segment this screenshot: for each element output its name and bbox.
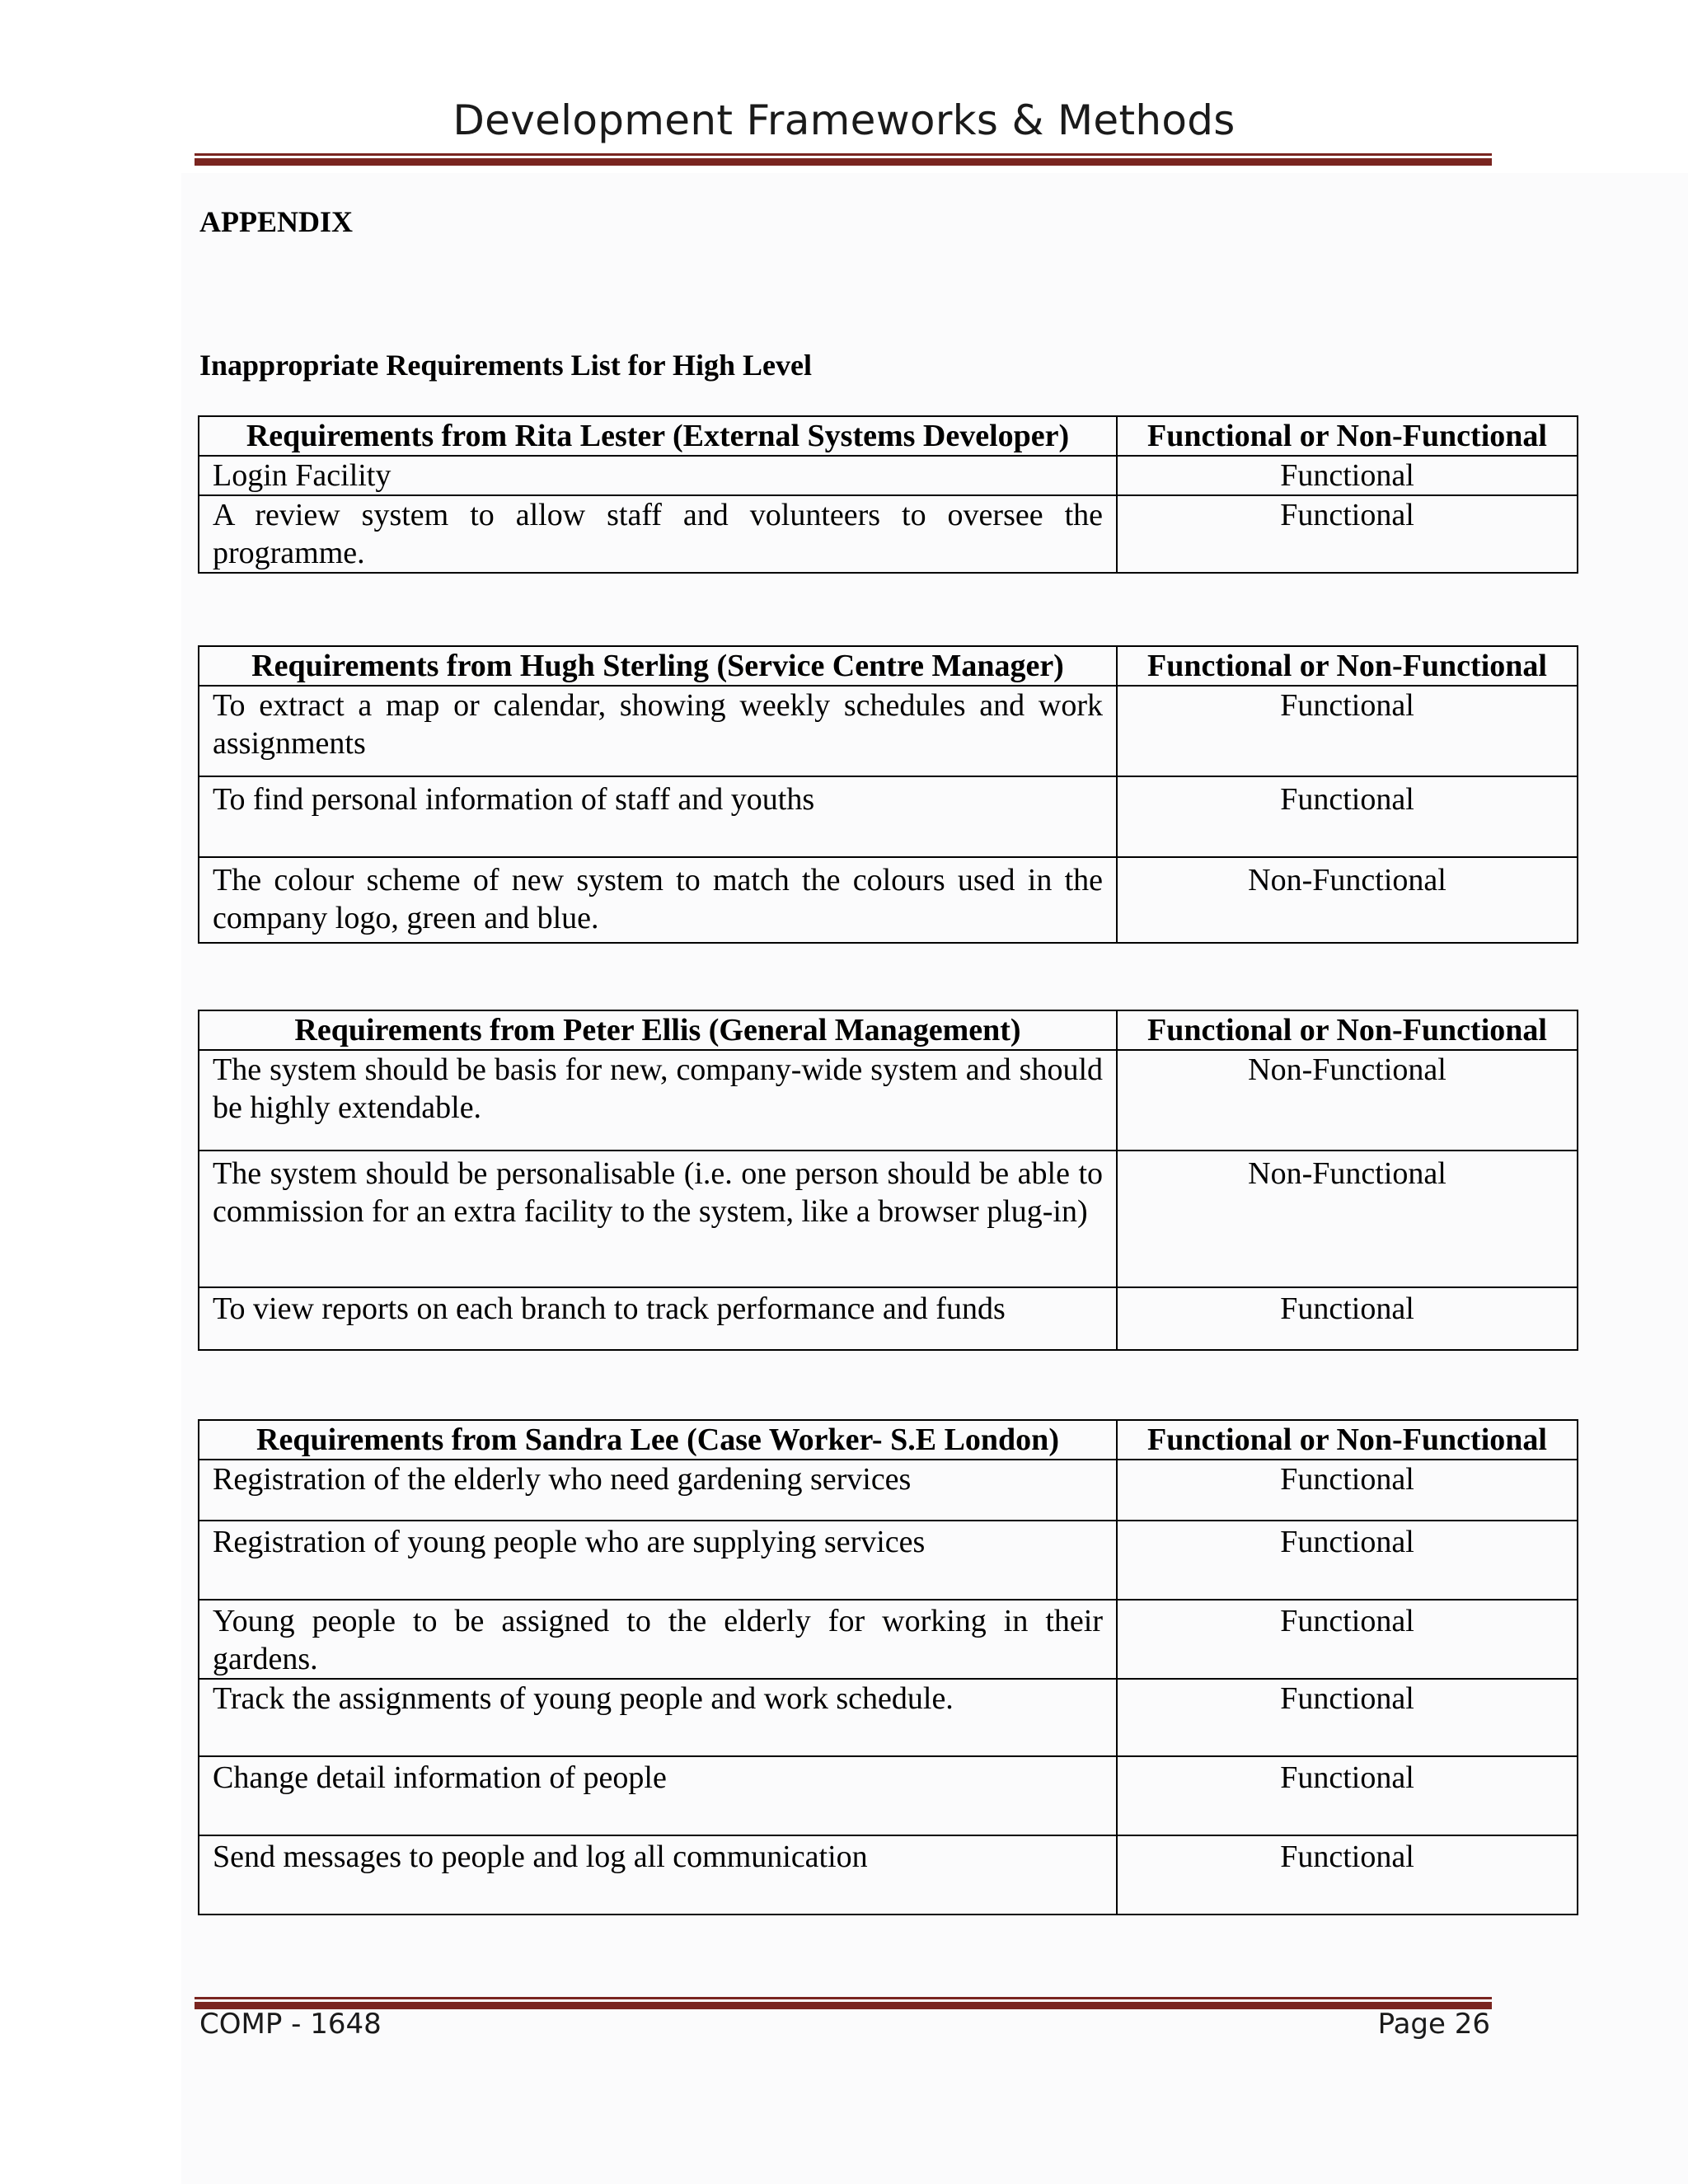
- requirement-cell: A review system to allow staff and volunteers to oversee the programme.: [199, 495, 1117, 573]
- type-cell: Functional: [1117, 1460, 1578, 1521]
- type-cell: Functional: [1117, 1756, 1578, 1835]
- table-row: [199, 1756, 1578, 1835]
- requirements-table-hugh-sterling: [198, 645, 1578, 944]
- table-row: [199, 1460, 1578, 1521]
- type-cell: Functional: [1117, 776, 1578, 857]
- table-header-row: [199, 646, 1578, 686]
- table-row: [199, 1521, 1578, 1600]
- requirement-cell: Login Facility: [199, 456, 1117, 495]
- requirements-table-peter-ellis: [198, 1010, 1578, 1351]
- type-cell: Non-Functional: [1117, 857, 1578, 943]
- requirement-cell: To extract a map or calendar, showing weekly schedules and work assignments: [199, 686, 1117, 776]
- page-header-title: Development Frameworks & Methods: [452, 96, 1236, 144]
- table-row: [199, 1835, 1578, 1915]
- table-row: [199, 1151, 1578, 1287]
- requirement-cell: The system should be personalisable (i.e. one person should be able to commission for an extra facility to the system, like a browser plug-in): [199, 1151, 1117, 1287]
- table-row: [199, 1679, 1578, 1756]
- table-header-row: [199, 1010, 1578, 1050]
- column-header-type: Functional or Non-Functional: [1117, 646, 1578, 686]
- column-header-requirements: Requirements from Peter Ellis (General Management): [199, 1010, 1117, 1050]
- column-header-requirements: Requirements from Sandra Lee (Case Worker- S.E London): [199, 1420, 1117, 1460]
- footer-course-code: COMP - 1648: [199, 2008, 382, 2041]
- table-row: [199, 1287, 1578, 1350]
- type-cell: Functional: [1117, 686, 1578, 776]
- type-cell: Non-Functional: [1117, 1151, 1578, 1287]
- requirement-cell: Change detail information of people: [199, 1756, 1117, 1835]
- footer-page-number: Page 26: [1377, 2008, 1490, 2041]
- requirement-cell: The system should be basis for new, company-wide system and should be highly extendable.: [199, 1050, 1117, 1151]
- requirement-cell: Registration of young people who are supplying services: [199, 1521, 1117, 1600]
- type-cell: Functional: [1117, 1521, 1578, 1600]
- table-row: [199, 495, 1578, 573]
- type-cell: Functional: [1117, 1679, 1578, 1756]
- column-header-requirements: Requirements from Hugh Sterling (Service Centre Manager): [199, 646, 1117, 686]
- table-header-row: [199, 416, 1578, 456]
- requirement-cell: To view reports on each branch to track performance and funds: [199, 1287, 1117, 1350]
- type-cell: Non-Functional: [1117, 1050, 1578, 1151]
- requirement-cell: Track the assignments of young people and work schedule.: [199, 1679, 1117, 1756]
- table-header-row: [199, 1420, 1578, 1460]
- table-row: [199, 1600, 1578, 1679]
- appendix-heading: APPENDIX: [199, 205, 353, 238]
- type-cell: Functional: [1117, 1287, 1578, 1350]
- type-cell: Functional: [1117, 456, 1578, 495]
- requirement-cell: Young people to be assigned to the elderly for working in their gardens.: [199, 1600, 1117, 1679]
- type-cell: Functional: [1117, 1600, 1578, 1679]
- type-cell: Functional: [1117, 495, 1578, 573]
- column-header-type: Functional or Non-Functional: [1117, 416, 1578, 456]
- requirement-cell: Send messages to people and log all communication: [199, 1835, 1117, 1915]
- requirement-cell: The colour scheme of new system to match the colours used in the company logo, green and blue.: [199, 857, 1117, 943]
- column-header-requirements: Requirements from Rita Lester (External Systems Developer): [199, 416, 1117, 456]
- header-rule: [195, 153, 1492, 166]
- requirements-list-heading: Inappropriate Requirements List for High Level: [199, 349, 813, 382]
- column-header-type: Functional or Non-Functional: [1117, 1420, 1578, 1460]
- column-header-type: Functional or Non-Functional: [1117, 1010, 1578, 1050]
- table-row: [199, 776, 1578, 857]
- requirements-table-sandra-lee: [198, 1419, 1578, 1915]
- table-row: [199, 1050, 1578, 1151]
- requirement-cell: To find personal information of staff and youths: [199, 776, 1117, 857]
- table-row: [199, 686, 1578, 776]
- footer-rule: [195, 1997, 1492, 2009]
- requirements-table-rita-lester: [198, 415, 1578, 574]
- type-cell: Functional: [1117, 1835, 1578, 1915]
- table-row: [199, 857, 1578, 943]
- requirement-cell: Registration of the elderly who need gardening services: [199, 1460, 1117, 1521]
- table-row: [199, 456, 1578, 495]
